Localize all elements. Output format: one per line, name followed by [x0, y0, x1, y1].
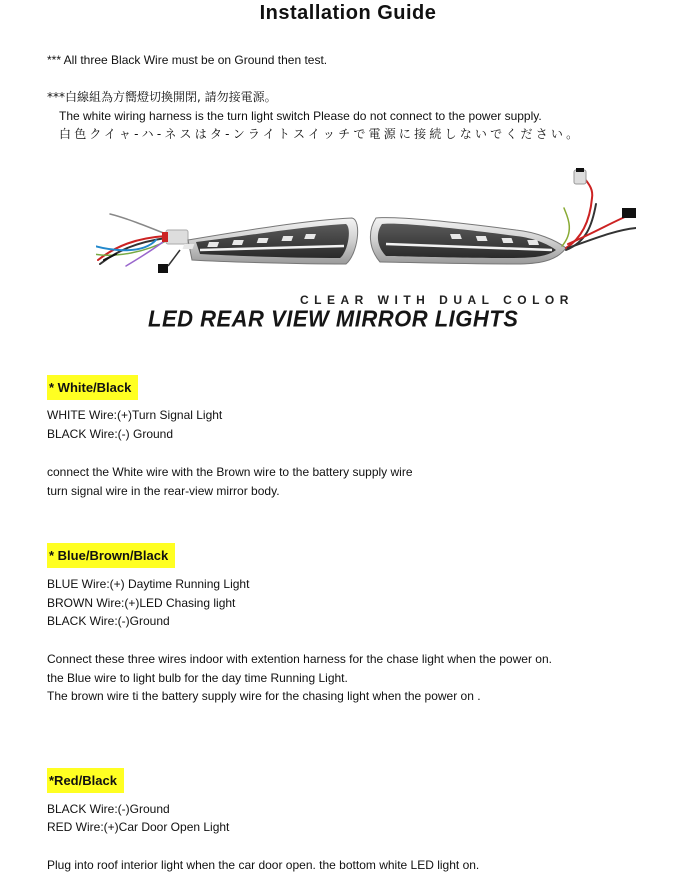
- wire-line: WHITE Wire:(+)Turn Signal Light: [47, 408, 223, 422]
- section-heading-blue-brown-black: * Blue/Brown/Black: [47, 543, 175, 568]
- section-note: Connect these three wires indoor with extention harness for the chase light when the power on.: [47, 652, 552, 666]
- left-mirror-light: [183, 218, 358, 264]
- product-tagline: CLEAR WITH DUAL COLOR: [300, 293, 574, 307]
- section-note: turn signal wire in the rear-view mirror body.: [47, 484, 280, 498]
- note-white-harness-cjk: ***白線組為方嚮燈切換開閉, 請勿接電源。: [47, 90, 277, 104]
- section-note: The brown wire ti the battery supply wire for the chasing light when the power on .: [47, 689, 481, 703]
- section-heading-white-black: * White/Black: [47, 375, 138, 400]
- page-title: Installation Guide: [259, 2, 437, 24]
- note-white-harness-jp: 白色クイャ-ハ-ネスはタ-ンライトスイッチで電源に接続しないでください。: [59, 127, 582, 141]
- note-ground: *** All three Black Wire must be on Ground then test.: [47, 53, 328, 67]
- section-heading-red-black: *Red/Black: [47, 768, 124, 793]
- wire-line: BLUE Wire:(+) Daytime Running Light: [47, 577, 250, 591]
- wire-line: BLACK Wire:(-)Ground: [47, 614, 170, 628]
- wire-line: BROWN Wire:(+)LED Chasing light: [47, 596, 236, 610]
- section-note: connect the White wire with the Brown wire to the battery supply wire: [47, 465, 413, 479]
- note-white-harness-en: The white wiring harness is the turn light switch Please do not connect to the power supply.: [59, 109, 542, 123]
- wire-line: BLACK Wire:(-) Ground: [47, 427, 174, 441]
- section-note: the Blue wire to light bulb for the day time Running Light.: [47, 671, 348, 685]
- section-note: Plug into roof interior light when the car door open. the bottom white LED light on.: [47, 858, 480, 872]
- wire-line: BLACK Wire:(-)Ground: [47, 802, 170, 816]
- left-connector-2: [158, 264, 168, 273]
- left-wire-harness: [96, 214, 168, 266]
- product-name: LED REAR VIEW MIRROR LIGHTS: [148, 305, 519, 332]
- wire-line: RED Wire:(+)Car Door Open Light: [47, 820, 230, 834]
- right-mirror-light: [370, 218, 566, 264]
